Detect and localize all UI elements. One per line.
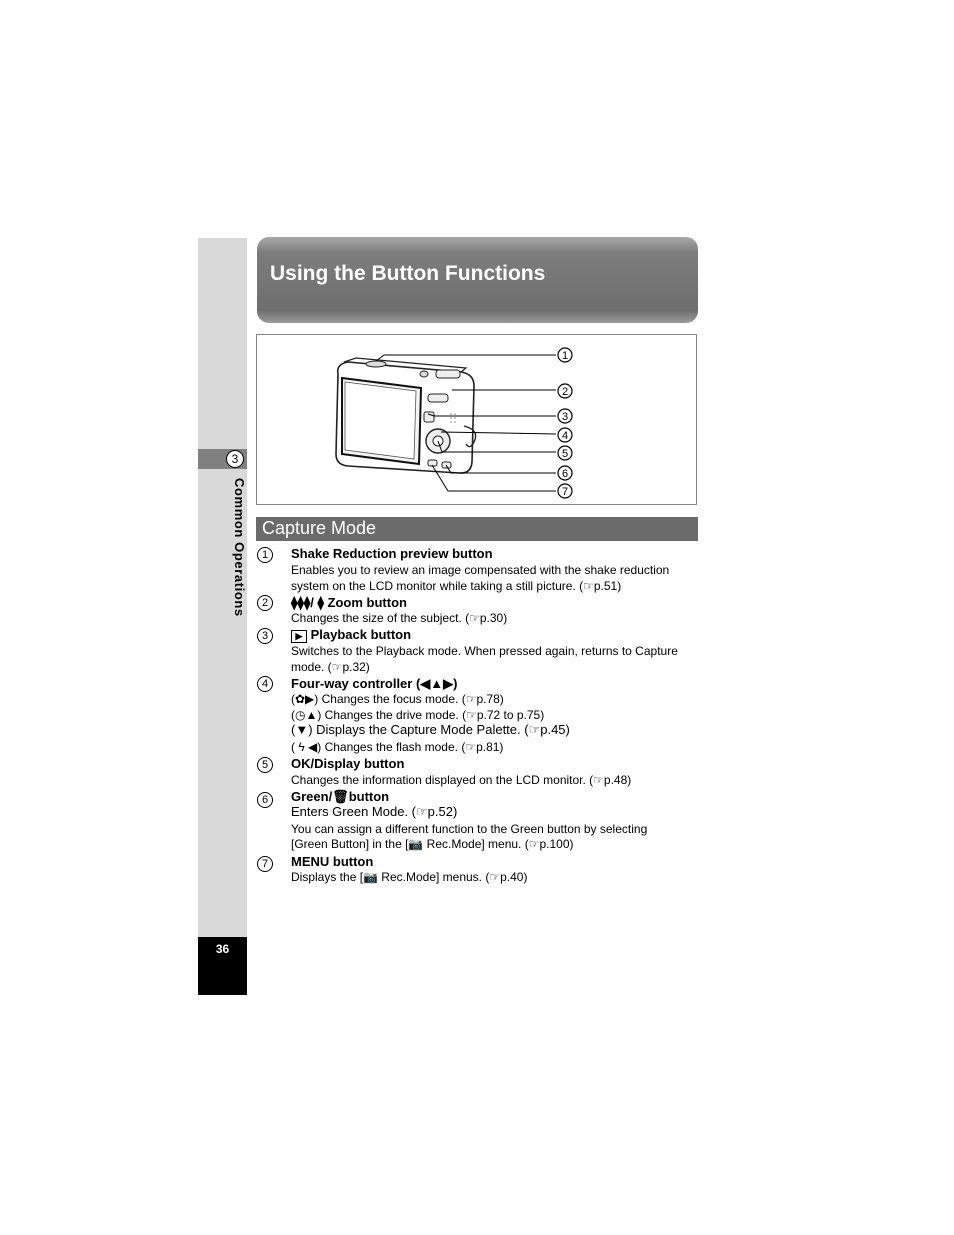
callout-4: 4 (561, 430, 569, 442)
playback-icon: ▶ (291, 630, 307, 643)
item-desc-line: Switches to the Playback mode. When pressed again, returns to Capture (291, 644, 678, 658)
item-desc-line: (▼) Displays the Capture Mode Palette. (☞p.45) (291, 722, 570, 737)
item-desc-line: Changes the size of the subject. (☞p.30) (291, 611, 508, 625)
item-title: Zoom button (327, 595, 407, 610)
item-title: Four-way controller (◀▲▶) (291, 676, 458, 691)
page-title: Using the Button Functions (270, 262, 546, 285)
item-desc-line: Enters Green Mode. (☞p.52) (291, 804, 458, 819)
item-number: 3 (257, 628, 273, 644)
item-desc-line: (✿▶) Changes the focus mode. (☞p.78) (291, 692, 504, 706)
callout-6: 6 (561, 468, 569, 480)
item-desc-line: ( ϟ ◀) Changes the flash mode. (☞p.81) (291, 740, 504, 754)
camera-illustration (256, 334, 697, 505)
item-desc-line: You can assign a different function to the Green button by selecting (291, 822, 648, 836)
item-title-row (291, 627, 411, 643)
callout-7: 7 (561, 486, 569, 498)
item-number: 5 (257, 757, 273, 773)
callout-1: 1 (561, 350, 569, 362)
chapter-number: 3 (226, 450, 244, 468)
chapter-label: Common Operations (232, 478, 247, 617)
item-number: 4 (257, 676, 273, 692)
item-desc-line: Changes the information displayed on the LCD monitor. (☞p.48) (291, 773, 632, 787)
callout-3: 3 (561, 411, 569, 423)
section-title: Capture Mode (262, 518, 377, 538)
item-title: Green/🗑button (291, 789, 390, 804)
item-desc-line: Displays the [📷 Rec.Mode] menus. (☞p.40) (291, 870, 528, 884)
item-number: 6 (257, 792, 273, 808)
callout-2: 2 (561, 386, 569, 398)
item-desc-line: [Green Button] in the [📷 Rec.Mode] menu. (☞p.100) (291, 837, 574, 851)
item-desc-line: (◷▲) Changes the drive mode. (☞p.72 to p.75) (291, 708, 545, 722)
item-title-row (291, 595, 407, 611)
callout-5: 5 (561, 448, 569, 460)
item-title: Shake Reduction preview button (291, 546, 493, 561)
item-number: 1 (257, 547, 273, 563)
item-title: MENU button (291, 854, 374, 869)
item-number: 7 (257, 856, 273, 872)
zoom-icon: ⧫⧫⧫/ ⧫ (291, 595, 324, 610)
item-title: Playback button (310, 627, 412, 642)
item-desc-line: system on the LCD monitor while taking a still picture. (☞p.51) (291, 579, 622, 593)
item-desc-line: Enables you to review an image compensated with the shake reduction (291, 563, 670, 577)
item-number: 2 (257, 595, 273, 611)
item-title: OK/Display button (291, 756, 405, 771)
page-number: 36 (215, 942, 230, 956)
item-desc-line: mode. (☞p.32) (291, 660, 370, 674)
